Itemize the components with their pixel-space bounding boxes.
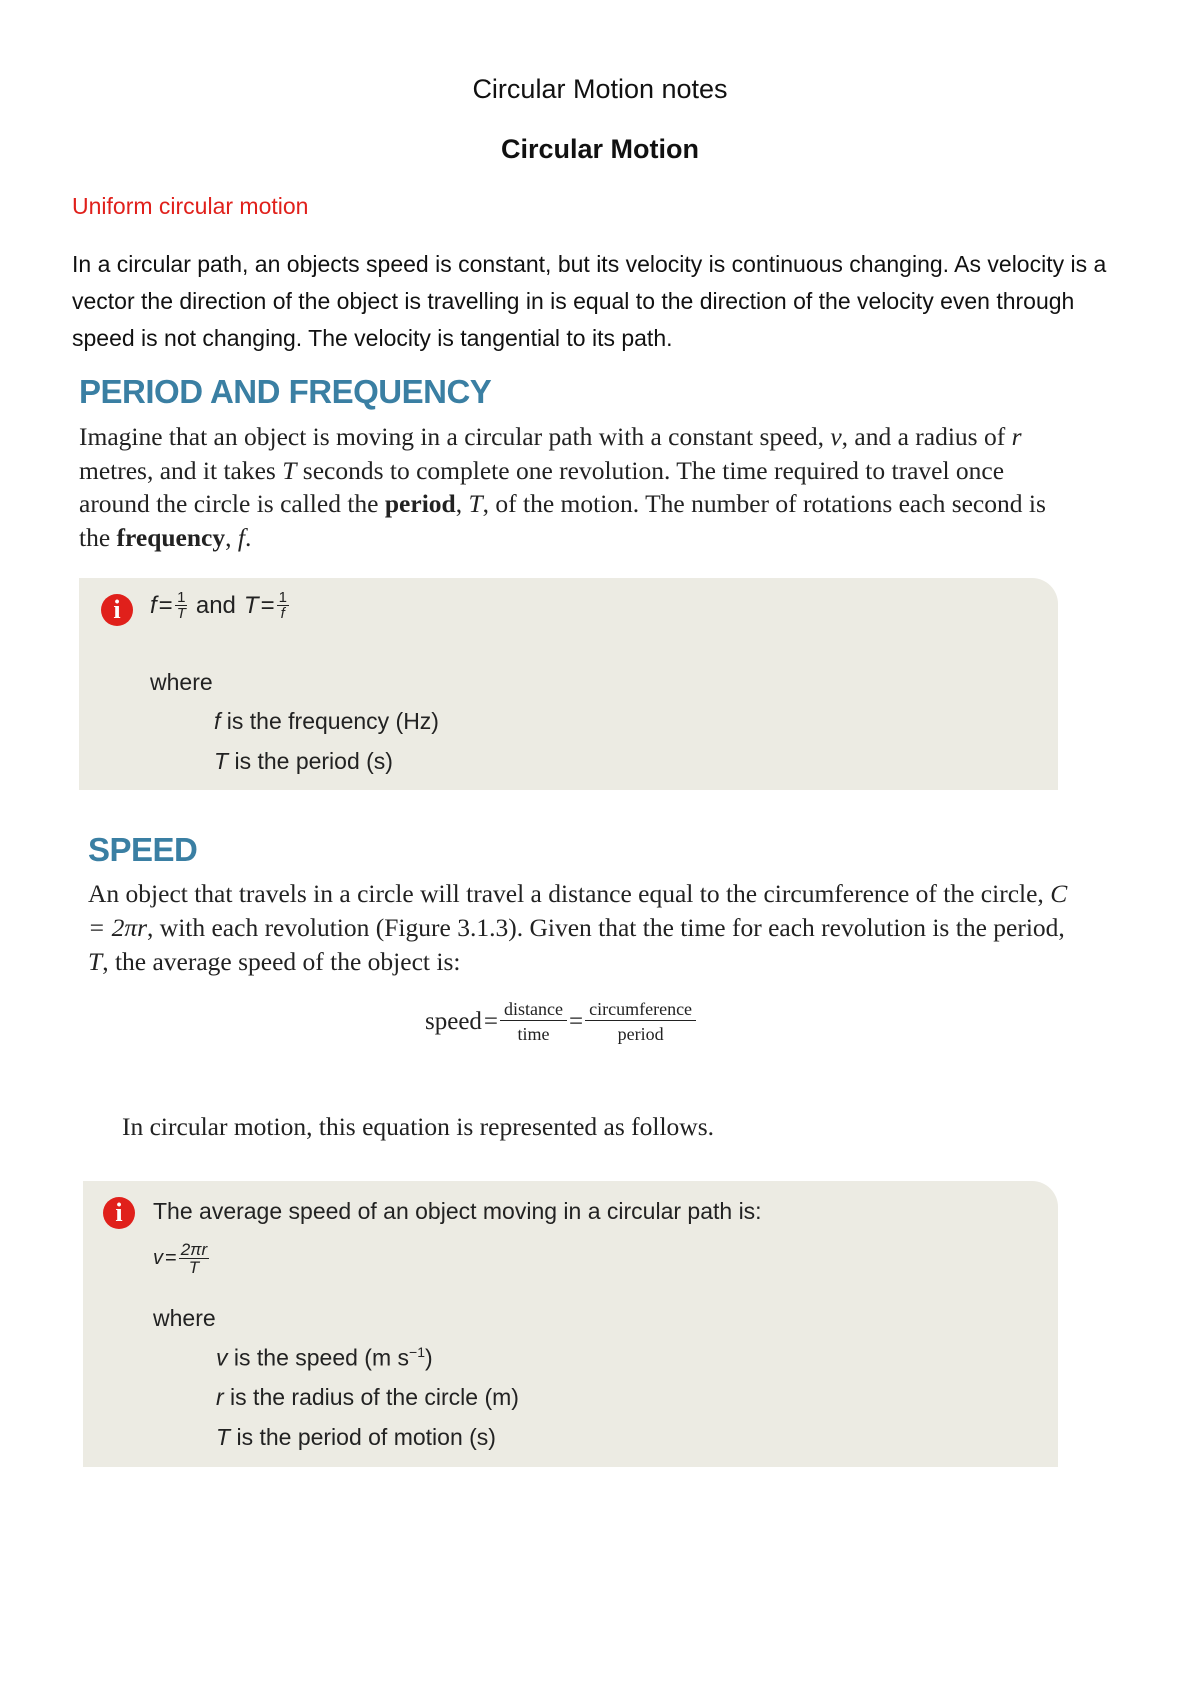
section-heading: Uniform circular motion [72,193,309,219]
where-label: where [150,669,213,695]
definition-f: f is the frequency (Hz) [214,708,439,734]
frequency-info-box [79,578,1058,790]
definition-v: v is the speed (m $s^{-1}$) [216,1344,433,1371]
speed-paragraph: An object that travels in a circle will travel a distance equal to the circumference of the circle, C = 2πr, with each revolution (Figure 3.1.3). Given that the time for each revolution is the period, T, the average speed of the object is: [88,879,1068,976]
average-speed-intro: The average speed of an object moving in a circular path is: [153,1198,762,1224]
info-icon: i [101,594,133,626]
definition-T: T is the period of motion (s) [216,1424,496,1450]
definition-T: T is the period (s) [214,748,393,774]
speed-formula: v = $\frac{2\pi r}{T}$ [153,1240,208,1277]
intro-paragraph: In a circular path, an objects speed is constant, but its velocity is continuous changing. As velocity is a vector the direction of the object is travelling in is equal to the direction of the velocity even through speed is not changing. The velocity is tangential to its path. [72,251,1107,351]
period-frequency-heading: PERIOD AND FREQUENCY [79,373,492,410]
definition-r: r is the radius of the circle (m) [216,1384,519,1410]
document-title: Circular Motion notes [472,74,728,104]
speed-heading: SPEED [88,831,198,868]
speed-equation: speed = $\frac{\text{distance}}{\text{time}}$ = $\frac{\text{circumference}}{\text{period}}$ [425,1000,696,1043]
where-label: where [153,1305,216,1331]
period-frequency-paragraph: Imagine that an object is moving in a circular path with a constant speed, v, and a radius of r metres, and it takes T seconds to complete one revolution. The time required to travel once around the circle is called the period, T, of the motion. The number of rotations each second is the frequency, f. [79,422,1046,552]
document-subtitle: Circular Motion [500,134,699,164]
info-icon: i [103,1197,135,1229]
circular-motion-line: In circular motion, this equation is represented as follows. [122,1112,715,1141]
frequency-formula: f = $\frac{1}{T}$ and T = $\frac{1}{f}$ [150,589,287,622]
speed-info-box [83,1181,1058,1467]
